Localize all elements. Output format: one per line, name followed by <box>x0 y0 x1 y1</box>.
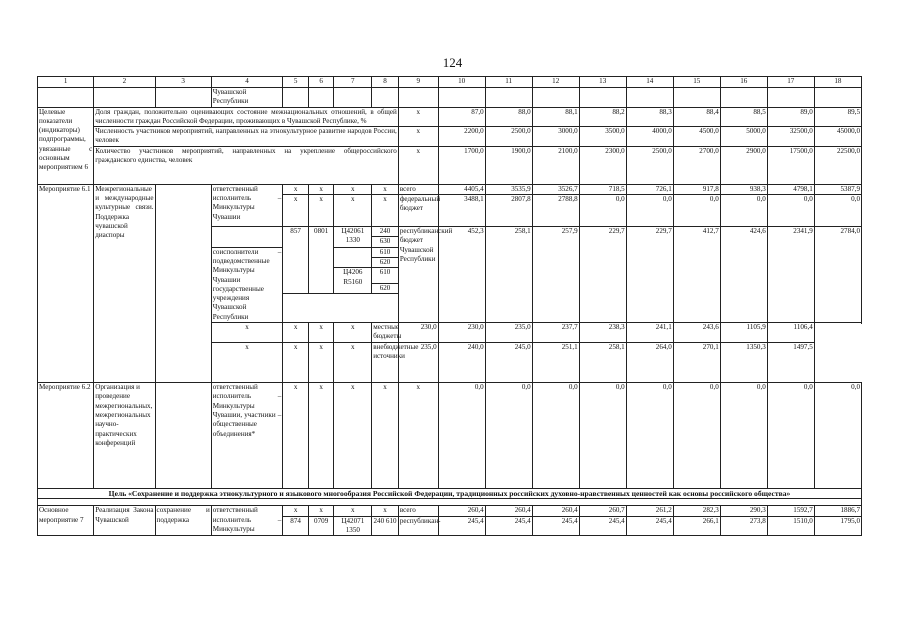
indicator-name: Численность участников мероприятий, направленных на этнокультурное развитие народов России, человек <box>95 127 397 145</box>
col-header: 5 <box>283 77 309 88</box>
indicator-value: 45000,0 <box>814 127 861 147</box>
amount: 0,0 <box>532 383 579 489</box>
m62-responsible: ответственный исполнитель – Минкультуры Чувашии, участники – общественные объединения* <box>211 383 283 489</box>
amount: 261,2 <box>626 506 673 516</box>
m62-label: Мероприятие 6.2 <box>38 383 94 489</box>
indicator-value: 1700,0 <box>438 146 485 184</box>
m62-row <box>38 383 862 489</box>
amount: 230,0 <box>438 323 485 343</box>
col-header: 16 <box>720 77 767 88</box>
source-label: всего <box>398 184 438 194</box>
amount: 0,0 <box>626 383 673 489</box>
x-mark: x <box>334 343 372 383</box>
x-mark: x <box>283 343 309 383</box>
col-header: 11 <box>485 77 532 88</box>
amount: 1592,7 <box>767 506 814 516</box>
amount: 245,4 <box>626 516 673 536</box>
amount: 3488,1 <box>438 195 485 227</box>
x-mark: x <box>283 506 309 516</box>
amount: 264,0 <box>626 343 673 383</box>
m62-name: Организация и проведение межрегиональных, межрегиональных научно-практических конференций <box>94 383 155 489</box>
amount: 0,0 <box>579 195 626 227</box>
source-label: республиканский бюджет Чувашской Республики <box>398 227 438 323</box>
amount: 230,0 <box>398 323 438 343</box>
indicator-value: 2100,0 <box>532 146 579 184</box>
amount: 0,0 <box>673 383 720 489</box>
amount: 290,3 <box>720 506 767 516</box>
amount: 241,1 <box>626 323 673 343</box>
grbs-code: 857 <box>283 227 309 294</box>
vr-code: 620 <box>372 257 399 267</box>
source-label: внебюджетные источники <box>372 343 399 383</box>
amount: 4798,1 <box>767 184 814 194</box>
indicator-value: 22500,0 <box>814 146 861 184</box>
amount: 266,1 <box>673 516 720 536</box>
amount: 0,0 <box>767 195 814 227</box>
col-header: 8 <box>372 77 399 88</box>
indicator-value: 88,5 <box>720 107 767 127</box>
amount: 0,0 <box>673 195 720 227</box>
indicator-row <box>38 107 862 127</box>
amount: 257,9 <box>532 227 579 323</box>
amount: 412,7 <box>673 227 720 323</box>
x-mark: x <box>211 343 283 383</box>
om7-responsible: ответственный исполнитель – Минкультуры <box>211 506 283 536</box>
amount: 424,6 <box>720 227 767 323</box>
indicator-value: 88,1 <box>532 107 579 127</box>
x-mark: x <box>283 383 309 489</box>
x-mark: x <box>308 195 334 227</box>
col-header: 4 <box>211 77 283 88</box>
x-mark: x <box>334 383 372 489</box>
amount: 245,0 <box>485 343 532 383</box>
amount: 452,3 <box>438 227 485 323</box>
col-header: 2 <box>94 77 155 88</box>
amount: 917,8 <box>673 184 720 194</box>
amount: 245,4 <box>485 516 532 536</box>
amount: 4405,4 <box>438 184 485 194</box>
continuation-text: Чувашской Республики <box>211 88 283 108</box>
amount: 243,6 <box>673 323 720 343</box>
header-row <box>38 77 862 88</box>
m61-label: Мероприятие 6.1 <box>38 184 94 382</box>
amount: 245,4 <box>532 516 579 536</box>
indicator-name: Количество участников мероприятий, направленных на укрепление общероссийского гражданского единства, человек <box>94 146 399 184</box>
om7-label: Основное мероприятие 7 <box>38 506 94 536</box>
indicator-x: x <box>398 107 438 127</box>
x-mark: x <box>372 184 399 194</box>
csr-code: Ц42071 1350 <box>334 516 372 536</box>
x-mark: x <box>308 323 334 343</box>
amount: 229,7 <box>579 227 626 323</box>
x-mark: x <box>211 323 283 343</box>
m61-name: Межрегиональные и международные культурные связи. Поддержка чувашской диаспоры <box>94 184 155 382</box>
x-mark: x <box>334 195 372 227</box>
amount: 2784,0 <box>814 227 861 323</box>
amount: 1350,3 <box>720 343 767 383</box>
indicator-value: 87,0 <box>438 107 485 127</box>
x-mark: x <box>283 184 309 194</box>
col-header: 15 <box>673 77 720 88</box>
col-header: 3 <box>155 77 211 88</box>
om7-total-row <box>38 506 862 516</box>
indicator-value: 32500,0 <box>767 127 814 147</box>
rzpr-code: 0709 <box>308 516 334 536</box>
col-header: 6 <box>308 77 334 88</box>
amount: 235,0 <box>485 323 532 343</box>
amount: 1106,4 <box>767 323 814 343</box>
indicator-value: 2500,0 <box>485 127 532 147</box>
amount: 3526,7 <box>532 184 579 194</box>
source-label: федеральный бюджет <box>398 195 438 227</box>
indicator-value: 89,5 <box>814 107 861 127</box>
x-mark: x <box>372 506 399 516</box>
goal-row <box>38 489 862 499</box>
amount: 258,1 <box>485 227 532 323</box>
indicator-value: 5000,0 <box>720 127 767 147</box>
amount: 1510,0 <box>767 516 814 536</box>
amount: 270,1 <box>673 343 720 383</box>
amount: 5387,9 <box>814 184 861 194</box>
indicator-value: 2200,0 <box>438 127 485 147</box>
indicator-row <box>38 127 862 147</box>
amount: 0,0 <box>814 383 861 489</box>
indicator-value: 88,4 <box>673 107 720 127</box>
amount: 2807,8 <box>485 195 532 227</box>
amount: 0,0 <box>626 195 673 227</box>
amount: 2788,8 <box>532 195 579 227</box>
indicator-value: 89,0 <box>767 107 814 127</box>
indicator-name: Доля граждан, положительно оценивающих состояние межнациональных отношений, в общей численности граждан Российской Федерации, проживающих в Чувашской Республике, % <box>95 107 397 125</box>
indicator-value: 1900,0 <box>485 146 532 184</box>
col-header: 10 <box>438 77 485 88</box>
indicator-value: 2500,0 <box>626 146 673 184</box>
x-mark: x <box>334 184 372 194</box>
amount: 235,0 <box>398 343 438 383</box>
amount: 260,7 <box>579 506 626 516</box>
indicator-value: 3000,0 <box>532 127 579 147</box>
amount: 1105,9 <box>720 323 767 343</box>
amount: 938,3 <box>720 184 767 194</box>
source-label: республикан- <box>398 516 438 536</box>
vr-code: 610 <box>372 268 399 283</box>
page-number: 124 <box>442 55 463 70</box>
indicator-value: 17500,0 <box>767 146 814 184</box>
indicator-x: x <box>398 127 438 147</box>
x-mark: x <box>334 323 372 343</box>
amount: 0,0 <box>767 383 814 489</box>
vr-code: 630 <box>372 237 399 247</box>
x-mark: x <box>334 506 372 516</box>
amount: 229,7 <box>626 227 673 323</box>
goal-heading: Цель «Сохранение и поддержка этнокультурного и языкового многообразия Российской Федерации, традиционных российских духовно-нравственных ценностей как основы российского общества» <box>38 489 862 499</box>
amount: 0,0 <box>720 195 767 227</box>
continuation-row <box>38 88 862 108</box>
x-mark: x <box>308 343 334 383</box>
amount: 260,4 <box>438 506 485 516</box>
x-mark: x <box>283 195 309 227</box>
amount: 258,1 <box>579 343 626 383</box>
om7-col3: сохранение и поддержка <box>155 506 211 536</box>
amount: 726,1 <box>626 184 673 194</box>
amount: 245,4 <box>579 516 626 536</box>
amount: 273,8 <box>720 516 767 536</box>
col-header: 7 <box>334 77 372 88</box>
indicator-value: 88,3 <box>626 107 673 127</box>
indicator-x: x <box>398 146 438 184</box>
x-mark: x <box>372 195 399 227</box>
vr-code: 240 <box>372 227 399 237</box>
amount: 718,5 <box>579 184 626 194</box>
x-mark: x <box>372 383 399 489</box>
amount: 260,4 <box>485 506 532 516</box>
csr-code: Ц42061 1330 <box>334 227 372 248</box>
source-label: местные бюджеты <box>372 323 399 343</box>
m61-total-row <box>38 184 862 194</box>
amount: 3535,9 <box>485 184 532 194</box>
amount: 0,0 <box>814 195 861 227</box>
amount: 1795,0 <box>814 516 861 536</box>
col-header: 9 <box>398 77 438 88</box>
amount: 0,0 <box>579 383 626 489</box>
rzpr-code: 0801 <box>308 227 334 294</box>
amount: 238,3 <box>579 323 626 343</box>
indicator-value: 2300,0 <box>579 146 626 184</box>
col-header: 14 <box>626 77 673 88</box>
amount: 240,0 <box>438 343 485 383</box>
amount: 251,1 <box>532 343 579 383</box>
col-header: 17 <box>767 77 814 88</box>
indicator-value: 2700,0 <box>673 146 720 184</box>
vr-code: 610 <box>372 247 399 257</box>
amount: 1497,5 <box>767 343 814 383</box>
amount: 1886,7 <box>814 506 861 516</box>
amount: 245,4 <box>438 516 485 536</box>
amount: 0,0 <box>720 383 767 489</box>
amount: 260,4 <box>532 506 579 516</box>
indicator-value: 3500,0 <box>579 127 626 147</box>
x-mark: x <box>308 506 334 516</box>
col-header: 18 <box>814 77 861 88</box>
amount: 237,7 <box>532 323 579 343</box>
budget-table <box>37 76 862 536</box>
amount: 282,3 <box>673 506 720 516</box>
csr-code: Ц4206 R5160 <box>334 268 372 294</box>
indicators-label: Целевые показатели (индикаторы) подпрограммы, увязанные с основным мероприятием 6 <box>38 107 94 184</box>
indicator-value: 88,2 <box>579 107 626 127</box>
amount: 0,0 <box>438 383 485 489</box>
om7-name: Реализация Закона Чувашской <box>94 506 155 536</box>
m61-coexecutors: соисполнители – подведомственные Минкультуры Чувашии государственные учреждения Чувашской Республики <box>212 247 282 321</box>
col-header: 1 <box>38 77 94 88</box>
m61-responsible: ответственный исполнитель – Минкультуры Чувашии <box>211 184 283 226</box>
col-header: 13 <box>579 77 626 88</box>
amount: 0,0 <box>485 383 532 489</box>
indicator-row <box>38 146 862 184</box>
grbs-code: 874 <box>283 516 309 536</box>
indicator-value: 4000,0 <box>626 127 673 147</box>
indicator-value: 88,0 <box>485 107 532 127</box>
x-mark: x <box>283 323 309 343</box>
amount: 2341,9 <box>767 227 814 323</box>
vr-code: 620 <box>372 283 399 293</box>
source-label: всего <box>398 506 438 516</box>
x-mark: x <box>308 184 334 194</box>
indicator-value: 4500,0 <box>673 127 720 147</box>
col-header: 12 <box>532 77 579 88</box>
indicator-value: 2900,0 <box>720 146 767 184</box>
x-mark: x <box>398 383 438 489</box>
vr-code: 240 610 <box>372 516 399 536</box>
x-mark: x <box>308 383 334 489</box>
